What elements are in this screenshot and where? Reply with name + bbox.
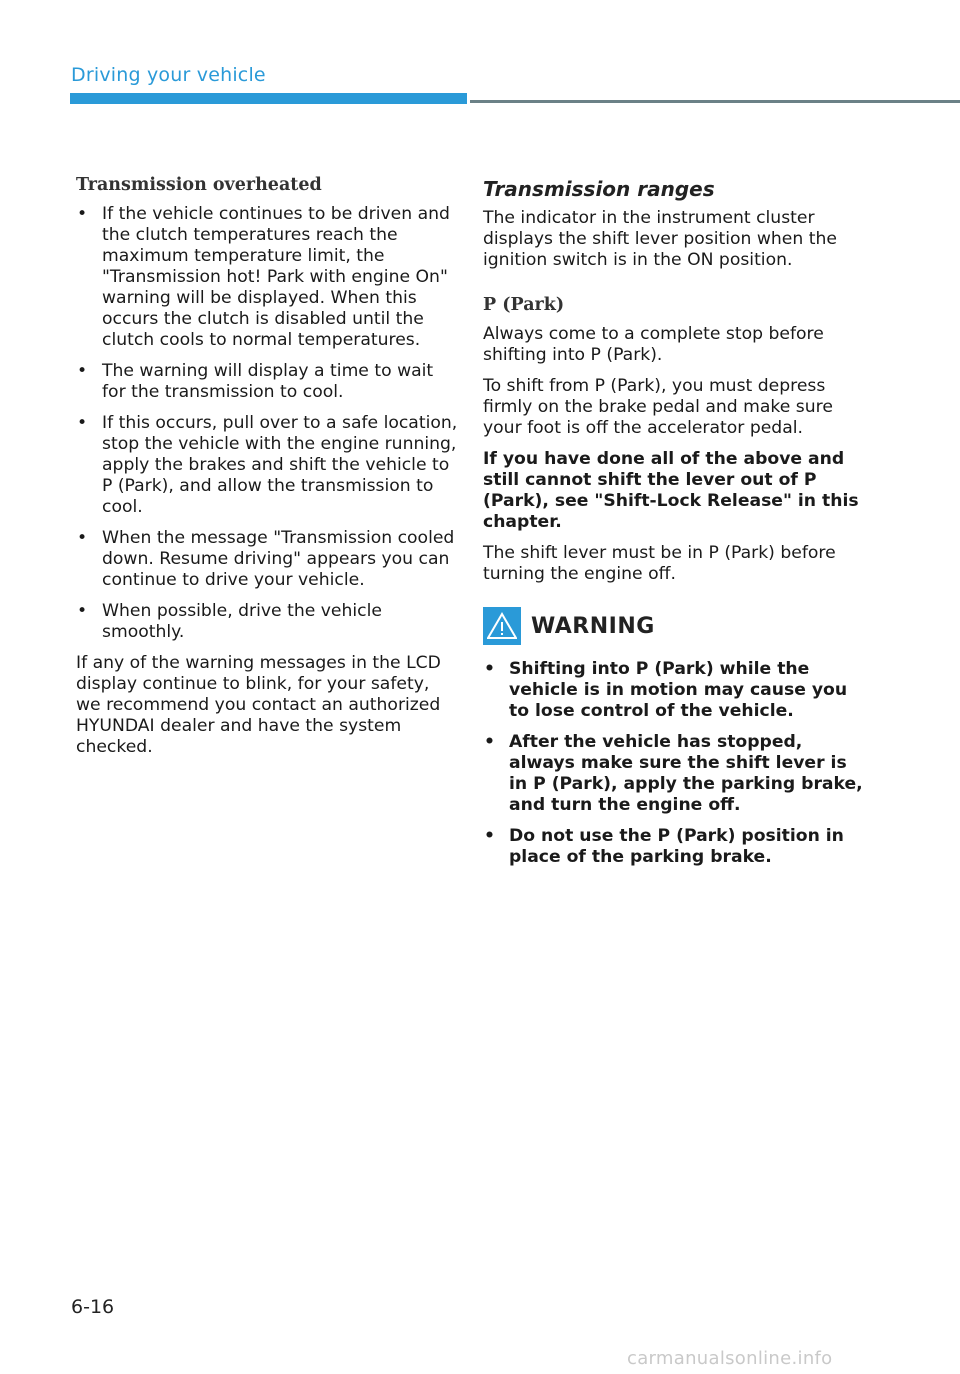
list-item: • When possible, drive the vehicle smoothly. [76, 601, 458, 643]
list-item: • Do not use the P (Park) position in place of the parking brake. [483, 826, 863, 868]
overheated-heading: Transmission overheated [76, 175, 322, 195]
ranges-intro: The indicator in the instrument cluster displays the shift lever position when the ignition switch is in the ON position. [483, 208, 837, 270]
list-item: • Shifting into P (Park) while the vehicle is in motion may cause you to lose control of the vehicle. [483, 659, 863, 722]
park-paragraph-3: The shift lever must be in P (Park) before turning the engine off. [483, 543, 836, 584]
right-column [483, 175, 863, 878]
left-column [76, 175, 458, 768]
watermark: carmanualsonline.info [627, 1348, 833, 1369]
list-item: • If the vehicle continues to be driven and the clutch temperatures reach the maximum temperature limit, the "Transmission hot! Park with engine On" warning will be displayed. When this occurs the clutch is disabled until the clutch cools to normal temperatures. [76, 204, 458, 351]
lcd-warning-paragraph: If any of the warning messages in the LCD display continue to blink, for your safety, we recommend you contact an authorized HYUNDAI dealer and have the system checked. [76, 653, 441, 757]
page-number: 6-16 [71, 1296, 115, 1318]
section-title: Driving your vehicle [71, 64, 266, 86]
warning-title: WARNING [531, 613, 655, 639]
ranges-heading: Transmission ranges [483, 177, 715, 201]
warning-header [483, 607, 863, 645]
warning-triangle-icon [483, 607, 521, 645]
list-item: • After the vehicle has stopped, always make sure the shift lever is in P (Park), apply the parking brake, and turn the engine off. [483, 732, 863, 816]
header-accent-bar [70, 93, 467, 104]
park-paragraph-2: To shift from P (Park), you must depress firmly on the brake pedal and make sure your foot is off the accelerator pedal. [483, 376, 833, 438]
list-item: • If this occurs, pull over to a safe location, stop the vehicle with the engine running, apply the brakes and shift the vehicle to P (Park), and allow the transmission to cool. [76, 413, 458, 518]
list-item: • The warning will display a time to wait for the transmission to cool. [76, 361, 458, 403]
overheated-list [76, 204, 458, 643]
park-bold-note: If you have done all of the above and still cannot shift the lever out of P (Park), see "Shift-Lock Release" in this chapter. [483, 449, 859, 532]
list-item: • When the message "Transmission cooled down. Resume driving" appears you can continue to drive your vehicle. [76, 528, 458, 591]
park-paragraph-1: Always come to a complete stop before shifting into P (Park). [483, 324, 824, 365]
header-rule [470, 100, 960, 103]
warning-list [483, 659, 863, 868]
park-heading: P (Park) [483, 295, 565, 315]
